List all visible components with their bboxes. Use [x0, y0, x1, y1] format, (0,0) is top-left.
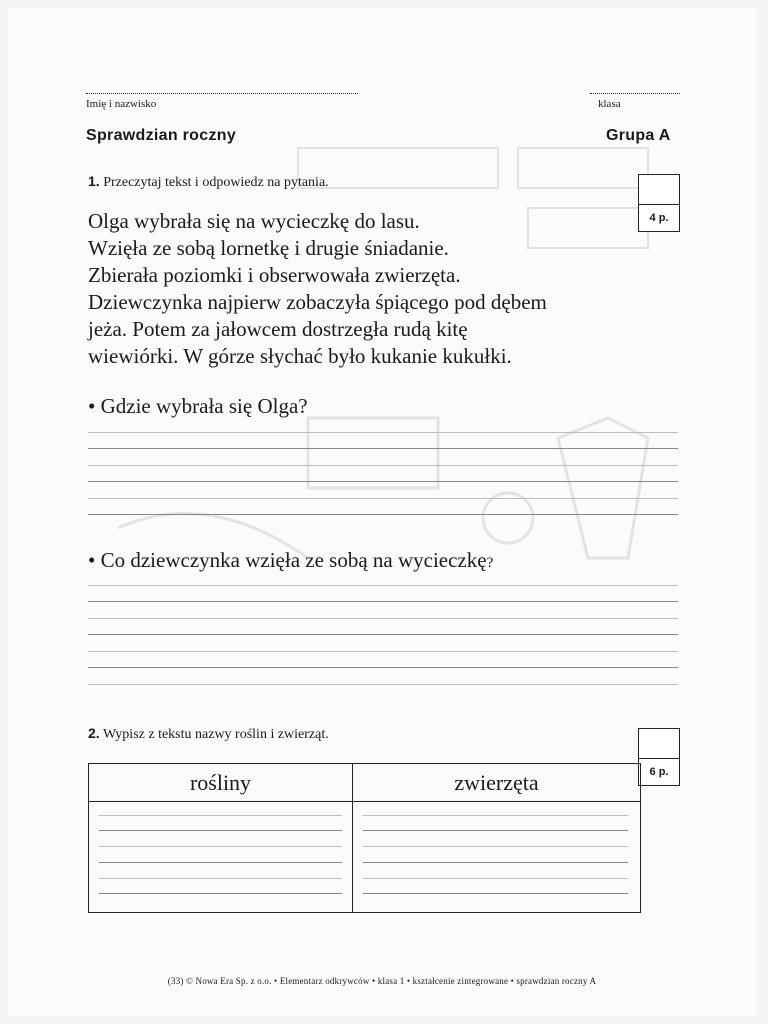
task2-number: 2. [88, 725, 100, 741]
reading-line: Olga wybrała się na wycieczkę do lasu. [88, 209, 420, 233]
task2-instruction [88, 725, 329, 743]
page-title: Sprawdzian roczny [86, 127, 237, 144]
question-2-text: • Co dziewczynka wzięła ze sobą na wycieczkę [88, 548, 487, 572]
name-label: Imię i nazwisko [86, 98, 157, 110]
reading-line: wiewiórki. W górze słychać było kukanie kukułki. [88, 344, 512, 368]
plants-animals-table [88, 763, 641, 913]
animals-header: zwierzęta [454, 769, 539, 795]
reading-line: Dziewczynka najpierw zobaczyła śpiącego pod dębem [88, 290, 547, 314]
class-field-line[interactable] [590, 93, 680, 94]
task2-instruction-text: Wypisz z tekstu nazwy roślin i zwierząt. [102, 727, 329, 742]
reading-line: jeża. Potem za jałowcem dostrzegła rudą kitę [88, 317, 468, 341]
question-2-mark: ? [486, 555, 494, 571]
group-label: Grupa A [606, 127, 671, 144]
task2-points: 6 p. [649, 766, 669, 778]
task2-points-box [638, 728, 680, 786]
task1-instruction-text: Przeczytaj tekst i odpowiedz na pytania. [103, 175, 329, 190]
name-field-line[interactable] [86, 93, 358, 94]
reading-passage [88, 208, 547, 370]
task1-points: 4 p. [649, 212, 669, 224]
task1-score-field[interactable] [639, 175, 679, 205]
footer: (33) © Nowa Era Sp. z o.o. • Elementarz odkrywców • klasa 1 • kształcenie zintegrowane • sprawdzian roczny A [167, 976, 597, 986]
reading-line: Wzięła ze sobą lornetkę i drugie śniadanie. [88, 236, 449, 260]
task1-number: 1. [88, 173, 100, 189]
task1-points-box [638, 174, 680, 232]
worksheet-page [8, 8, 756, 1016]
class-label: klasa [598, 98, 621, 110]
task2-score-field[interactable] [639, 729, 679, 759]
question-2 [88, 548, 493, 573]
reading-line: Zbierała poziomki i obserwowała zwierzęta. [88, 263, 461, 287]
plants-header: rośliny [189, 769, 252, 795]
question-1: • Gdzie wybrała się Olga? [88, 394, 308, 418]
task1-instruction [88, 173, 329, 191]
